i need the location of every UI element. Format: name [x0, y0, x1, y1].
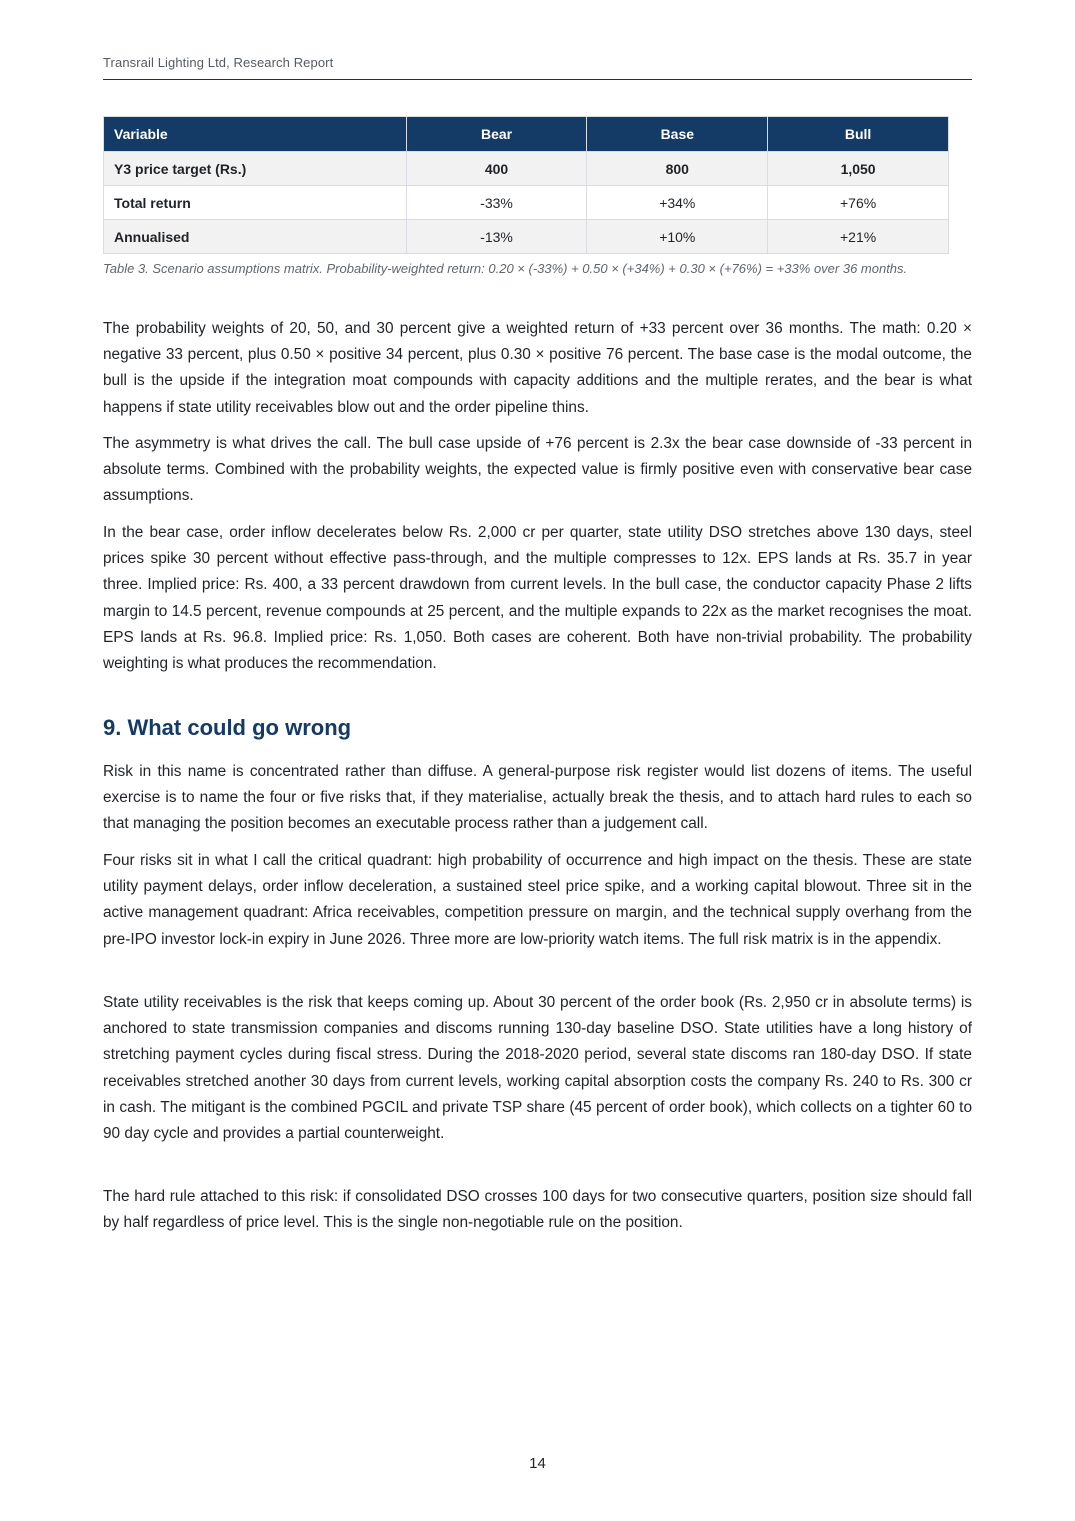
running-header: Transrail Lighting Ltd, Research Report: [103, 55, 334, 70]
table-caption: Table 3. Scenario assumptions matrix. Probability-weighted return: 0.20 × (-33%) + 0.50 × (+34%) + 0.30 × (+76%) = +33% over 36 months.: [103, 261, 908, 276]
body-paragraph: Four risks sit in what I call the critical quadrant: high probability of occurrence and high impact on the thesis. These are state utility payment delays, order inflow deceleration, a sustained steel price spike, and a working capital blowout. Three sit in the active management quadrant: Africa receivables, competition pressure on margin, and the technical supply overhang from the pre-IPO investor lock-in expiry in June 2026. Three more are low-priority watch items. The full risk matrix is in the appendix.: [103, 852, 972, 948]
header-divider: [103, 79, 972, 80]
table-header-row: [104, 117, 949, 152]
body-paragraph: In the bear case, order inflow decelerates below Rs. 2,000 cr per quarter, state utility DSO stretches above 130 days, steel prices spike 30 percent without effective pass-through, and the multiple compresses to 12x. EPS lands at Rs. 35.7 in year three. Implied price: Rs. 400, a 33 percent drawdown from current levels. In the bull case, the conductor capacity Phase 2 lifts margin to 14.5 percent, revenue compounds at 25 percent, and the multiple expands to 22x as the market recognises the moat. EPS lands at Rs. 96.8. Implied price: Rs. 1,050. Both cases are coherent. Both have non-trivial probability. The probability weighting is what produces the recommendation.: [103, 524, 972, 673]
row-label: Annualised: [104, 220, 407, 254]
body-paragraph: The hard rule attached to this risk: if consolidated DSO crosses 100 days for two consecutive quarters, position size should fall by half regardless of price level. This is the single non-negotiable rule on the position.: [103, 1188, 972, 1232]
bear-value: -33%: [406, 186, 587, 220]
section-heading: 9. What could go wrong: [103, 715, 352, 740]
body-paragraph: Risk in this name is concentrated rather than diffuse. A general-purpose risk register would list dozens of items. The useful exercise is to name the four or five risks that, if they materialise, actually break the thesis, and to attach hard rules to each so that managing the position becomes an executable process rather than a judgement call.: [103, 763, 972, 833]
row-label: Y3 price target (Rs.): [104, 152, 407, 186]
bear-value: -13%: [406, 220, 587, 254]
column-header-bear: Bear: [406, 117, 587, 152]
column-header-variable: Variable: [104, 117, 407, 152]
base-value: 800: [587, 152, 768, 186]
row-label: Total return: [104, 186, 407, 220]
table-row: [104, 220, 949, 254]
body-paragraph: The probability weights of 20, 50, and 30 percent give a weighted return of +33 percent over 36 months. The math: 0.20 × negative 33 percent, plus 0.50 × positive 34 percent, plus 0.30 × positive 76 percent. The base case is the modal outcome, the bull is the upside if the integration moat compounds with capacity additions and the multiple rerates, and the bear is what happens if state utility receivables blow out and the order pipeline thins.: [103, 320, 972, 416]
body-paragraph: State utility receivables is the risk that keeps coming up. About 30 percent of the order book (Rs. 2,950 cr in absolute terms) is anchored to state transmission companies and discoms running 130-day baseline DSO. State utilities have a long history of stretching payment cycles during fiscal stress. During the 2018-2020 period, several state discoms ran 180-day DSO. If state receivables stretched another 30 days from current levels, working capital absorption costs the company Rs. 240 to Rs. 300 cr in cash. The mitigant is the combined PGCIL and private TSP share (45 percent of order book), which collects on a tighter 60 to 90 day cycle and provides a partial counterweight.: [103, 994, 972, 1143]
bull-value: +76%: [768, 186, 949, 220]
body-paragraph: The asymmetry is what drives the call. The bull case upside of +76 percent is 2.3x the bear case downside of -33 percent in absolute terms. Combined with the probability weights, the expected value is firmly positive even with conservative bear case assumptions.: [103, 435, 972, 505]
column-header-bull: Bull: [768, 117, 949, 152]
table-row: [104, 186, 949, 220]
table-row: [104, 152, 949, 186]
bull-value: 1,050: [768, 152, 949, 186]
column-header-base: Base: [587, 117, 768, 152]
scenario-table: [103, 116, 949, 254]
base-value: +10%: [587, 220, 768, 254]
bull-value: +21%: [768, 220, 949, 254]
base-value: +34%: [587, 186, 768, 220]
page-number: 14: [529, 1455, 546, 1472]
bear-value: 400: [406, 152, 587, 186]
